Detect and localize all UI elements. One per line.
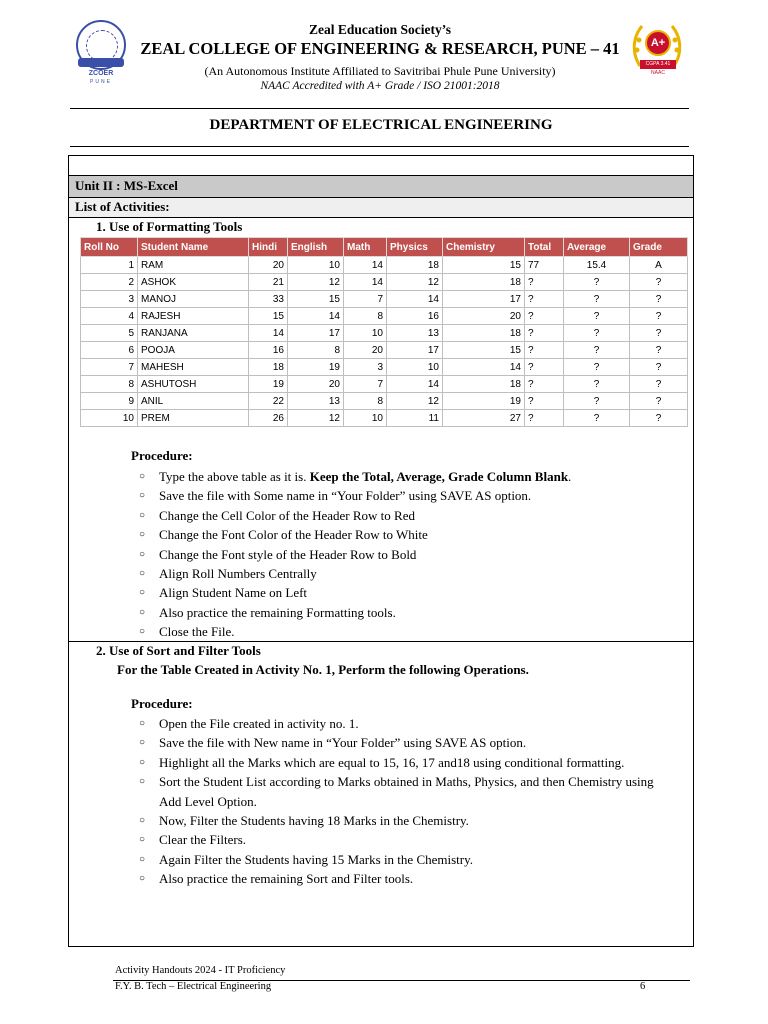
table-cell: 14 bbox=[344, 274, 387, 291]
table-cell: ? bbox=[564, 274, 630, 291]
list-item bbox=[139, 467, 571, 486]
step-text: Highlight all the Marks which are equal to 15, 16, 17 and18 using conditional formatting. bbox=[159, 754, 625, 770]
list-item bbox=[139, 772, 654, 811]
table-cell: ASHUTOSH bbox=[138, 376, 249, 393]
table-cell: ? bbox=[630, 291, 688, 308]
column-header: English bbox=[288, 238, 344, 257]
table-cell: 8 bbox=[344, 308, 387, 325]
table-cell: 8 bbox=[81, 376, 138, 393]
table-row bbox=[81, 274, 688, 291]
activity-2-subheading: For the Table Created in Activity No. 1, Perform the following Operations. bbox=[117, 662, 529, 677]
list-item bbox=[139, 733, 654, 752]
table-cell: 13 bbox=[387, 325, 443, 342]
college-name: ZEAL COLLEGE OF ENGINEERING & RESEARCH, PUNE – 41 bbox=[140, 39, 620, 58]
table-row bbox=[81, 410, 688, 427]
table-cell: 15 bbox=[443, 342, 525, 359]
step-text: Change the Cell Color of the Header Row to Red bbox=[159, 507, 415, 523]
table-cell: ? bbox=[630, 325, 688, 342]
column-header: Math bbox=[344, 238, 387, 257]
table-cell: ? bbox=[525, 342, 564, 359]
table-cell: 19 bbox=[249, 376, 288, 393]
column-header: Average bbox=[564, 238, 630, 257]
procedure-1-title: Procedure: bbox=[131, 448, 193, 463]
naac-grade-ribbon: CGPA 3.41 bbox=[640, 60, 676, 69]
table-cell: 7 bbox=[344, 376, 387, 393]
table-cell: 15 bbox=[443, 257, 525, 274]
table-cell: 5 bbox=[81, 325, 138, 342]
table-cell: ASHOK bbox=[138, 274, 249, 291]
bullet-icon: ○ bbox=[139, 834, 146, 846]
list-item bbox=[139, 525, 531, 544]
table-row bbox=[81, 393, 688, 410]
accreditation-line: NAAC Accredited with A+ Grade / ISO 21001:2018 bbox=[260, 80, 500, 92]
table-cell: 13 bbox=[288, 393, 344, 410]
table-cell: 12 bbox=[387, 274, 443, 291]
step-continuation: Add Level Option. bbox=[159, 793, 257, 809]
column-header: Grade bbox=[630, 238, 688, 257]
table-cell: ? bbox=[630, 410, 688, 427]
bullet-icon: ○ bbox=[139, 587, 146, 599]
bullet-icon: ○ bbox=[139, 471, 146, 482]
table-cell: 16 bbox=[249, 342, 288, 359]
table-cell: ? bbox=[564, 291, 630, 308]
table-row bbox=[81, 376, 688, 393]
table-cell: 27 bbox=[443, 410, 525, 427]
row-divider bbox=[68, 175, 694, 176]
table-cell: 15 bbox=[249, 308, 288, 325]
table-cell: ? bbox=[630, 393, 688, 410]
column-header: Student Name bbox=[138, 238, 249, 257]
procedure-1-list bbox=[139, 467, 571, 486]
list-item bbox=[139, 714, 654, 733]
bullet-icon: ○ bbox=[139, 815, 146, 827]
table-cell: 33 bbox=[249, 291, 288, 308]
step-emphasis: Keep the Total, Average, Grade Column Blank bbox=[309, 469, 569, 484]
table-cell: ? bbox=[630, 274, 688, 291]
step-text: Sort the Student List according to Marks obtained in Maths, Physics, and then Chemistry using bbox=[159, 774, 654, 790]
table-cell: 11 bbox=[387, 410, 443, 427]
step-text: Also practice the remaining Formatting tools. bbox=[159, 604, 396, 620]
table-cell: MANOJ bbox=[138, 291, 249, 308]
table-cell: ? bbox=[564, 376, 630, 393]
table-row bbox=[81, 325, 688, 342]
table-cell: 10 bbox=[387, 359, 443, 376]
table-cell: ? bbox=[564, 308, 630, 325]
step-text: Now, Filter the Students having 18 Marks in the Chemistry. bbox=[159, 813, 469, 829]
affiliation-line: (An Autonomous Institute Affiliated to Savitribai Phule Pune University) bbox=[204, 64, 556, 78]
bullet-icon: ○ bbox=[139, 853, 146, 865]
step-text: Type the above table as it is. bbox=[159, 469, 310, 484]
table-cell: 3 bbox=[81, 291, 138, 308]
bullet-icon: ○ bbox=[139, 606, 146, 618]
student-marks-table bbox=[80, 237, 688, 427]
step-text: Clear the Filters. bbox=[159, 832, 247, 848]
table-row bbox=[81, 359, 688, 376]
table-cell: 14 bbox=[387, 291, 443, 308]
table-cell: ? bbox=[630, 359, 688, 376]
department-title: DEPARTMENT OF ELECTRICAL ENGINEERING bbox=[209, 117, 553, 133]
list-item bbox=[139, 545, 531, 564]
table-cell: 14 bbox=[288, 308, 344, 325]
table-cell: 17 bbox=[387, 342, 443, 359]
bullet-icon: ○ bbox=[139, 718, 146, 729]
table-cell: 20 bbox=[344, 342, 387, 359]
table-cell: 10 bbox=[344, 410, 387, 427]
table-cell: ? bbox=[564, 359, 630, 376]
activity-2-heading: 2. Use of Sort and Filter Tools bbox=[96, 643, 261, 658]
college-logo-subtext: PUNE bbox=[90, 79, 112, 85]
table-cell: ? bbox=[630, 376, 688, 393]
table-cell: 7 bbox=[81, 359, 138, 376]
procedure-2-title: Procedure: bbox=[131, 696, 193, 711]
table-cell: 18 bbox=[387, 257, 443, 274]
table-cell: 7 bbox=[344, 291, 387, 308]
step-text: Save the file with Some name in “Your Folder” using SAVE AS option. bbox=[159, 488, 532, 504]
table-cell: 18 bbox=[443, 325, 525, 342]
table-row bbox=[81, 342, 688, 359]
footer-line-2: F.Y. B. Tech – Electrical Engineering bbox=[115, 981, 272, 992]
bullet-icon: ○ bbox=[139, 548, 146, 560]
step-text: Close the File. bbox=[159, 624, 235, 640]
activity-1-heading: 1. Use of Formatting Tools bbox=[96, 219, 243, 234]
table-cell: 21 bbox=[249, 274, 288, 291]
list-item bbox=[139, 850, 654, 869]
bullet-icon: ○ bbox=[139, 873, 146, 885]
list-item bbox=[139, 583, 531, 602]
table-cell: 6 bbox=[81, 342, 138, 359]
table-cell: ? bbox=[630, 308, 688, 325]
column-header: Roll No bbox=[81, 238, 138, 257]
table-cell: ? bbox=[564, 410, 630, 427]
procedure-1-steps bbox=[139, 486, 531, 641]
bullet-icon: ○ bbox=[139, 568, 146, 580]
table-cell: 20 bbox=[288, 376, 344, 393]
table-cell: ? bbox=[525, 274, 564, 291]
table-cell: 14 bbox=[344, 257, 387, 274]
table-row bbox=[81, 308, 688, 325]
table-cell: ? bbox=[525, 376, 564, 393]
row-divider bbox=[68, 217, 694, 218]
step-text: Open the File created in activity no. 1. bbox=[159, 716, 359, 731]
step-text: Align Student Name on Left bbox=[159, 585, 308, 601]
header-divider bbox=[70, 108, 689, 109]
table-cell: 19 bbox=[443, 393, 525, 410]
column-header: Physics bbox=[387, 238, 443, 257]
table-cell: 8 bbox=[344, 393, 387, 410]
step-text: Also practice the remaining Sort and Filter tools. bbox=[159, 871, 414, 887]
row-divider bbox=[68, 197, 694, 198]
bullet-icon: ○ bbox=[139, 490, 146, 502]
table-cell: 12 bbox=[288, 410, 344, 427]
table-cell: 12 bbox=[387, 393, 443, 410]
bullet-icon: ○ bbox=[139, 756, 146, 768]
table-cell: A bbox=[630, 257, 688, 274]
table-cell: 2 bbox=[81, 274, 138, 291]
list-title: List of Activities: bbox=[75, 199, 170, 214]
table-cell: 3 bbox=[344, 359, 387, 376]
step-text: Save the file with New name in “Your Folder” using SAVE AS option. bbox=[159, 735, 527, 751]
table-cell: 16 bbox=[387, 308, 443, 325]
table-cell: MAHESH bbox=[138, 359, 249, 376]
list-item bbox=[139, 603, 531, 622]
table-cell: 20 bbox=[443, 308, 525, 325]
table-cell: ? bbox=[525, 359, 564, 376]
table-cell: POOJA bbox=[138, 342, 249, 359]
unit-title: Unit II : MS-Excel bbox=[75, 178, 178, 193]
table-cell: 10 bbox=[81, 410, 138, 427]
table-cell: 10 bbox=[288, 257, 344, 274]
society-name: Zeal Education Society’s bbox=[308, 22, 451, 37]
naac-logo-text: NAAC bbox=[651, 70, 665, 76]
table-cell: RAM bbox=[138, 257, 249, 274]
bullet-icon: ○ bbox=[139, 737, 146, 749]
table-cell: 15 bbox=[288, 291, 344, 308]
list-item bbox=[139, 506, 531, 525]
step-text: Again Filter the Students having 15 Marks in the Chemistry. bbox=[159, 851, 474, 867]
table-cell: 14 bbox=[443, 359, 525, 376]
table-cell: RAJESH bbox=[138, 308, 249, 325]
table-cell: ? bbox=[564, 393, 630, 410]
table-cell: ? bbox=[525, 410, 564, 427]
column-header: Total bbox=[525, 238, 564, 257]
table-cell: 26 bbox=[249, 410, 288, 427]
list-item bbox=[139, 830, 654, 849]
table-cell: 22 bbox=[249, 393, 288, 410]
step-text: Align Roll Numbers Centrally bbox=[159, 566, 317, 582]
table-cell: ? bbox=[525, 325, 564, 342]
table-row bbox=[81, 291, 688, 308]
table-cell: ANIL bbox=[138, 393, 249, 410]
table-cell: 18 bbox=[249, 359, 288, 376]
table-cell: 15.4 bbox=[564, 257, 630, 274]
procedure-2-list bbox=[139, 714, 654, 889]
table-cell: ? bbox=[525, 291, 564, 308]
table-cell: 77 bbox=[525, 257, 564, 274]
table-cell: 17 bbox=[443, 291, 525, 308]
column-header: Chemistry bbox=[443, 238, 525, 257]
column-header: Hindi bbox=[249, 238, 288, 257]
step-text: Change the Font Color of the Header Row to White bbox=[159, 527, 428, 543]
table-cell: 14 bbox=[387, 376, 443, 393]
table-header-row bbox=[81, 238, 688, 257]
list-item bbox=[139, 622, 531, 641]
list-item bbox=[139, 564, 531, 583]
table-cell: ? bbox=[630, 342, 688, 359]
table-row bbox=[81, 257, 688, 274]
list-item bbox=[139, 869, 654, 888]
table-cell: ? bbox=[525, 393, 564, 410]
list-item bbox=[139, 753, 654, 772]
step-end: . bbox=[568, 469, 572, 484]
table-cell: ? bbox=[564, 325, 630, 342]
table-cell: 10 bbox=[344, 325, 387, 342]
naac-grade-badge: A+ bbox=[645, 30, 671, 56]
table-cell: 18 bbox=[443, 376, 525, 393]
page-number: 6 bbox=[640, 981, 646, 992]
table-cell: 19 bbox=[288, 359, 344, 376]
table-cell: 12 bbox=[288, 274, 344, 291]
table-cell: 18 bbox=[443, 274, 525, 291]
table-cell: ? bbox=[525, 308, 564, 325]
footer-line-1: Activity Handouts 2024 - IT Proficiency bbox=[115, 965, 286, 976]
bullet-icon: ○ bbox=[139, 529, 146, 541]
table-cell: PREM bbox=[138, 410, 249, 427]
table-cell: 1 bbox=[81, 257, 138, 274]
table-cell: 20 bbox=[249, 257, 288, 274]
table-cell: 4 bbox=[81, 308, 138, 325]
list-item bbox=[139, 811, 654, 830]
college-logo-text: ZCOER bbox=[88, 70, 114, 77]
table-cell: 8 bbox=[288, 342, 344, 359]
table-cell: RANJANA bbox=[138, 325, 249, 342]
step-text: Change the Font style of the Header Row to Bold bbox=[159, 546, 417, 562]
list-item bbox=[139, 486, 531, 505]
table-cell: 14 bbox=[249, 325, 288, 342]
bullet-icon: ○ bbox=[139, 626, 146, 638]
table-cell: 9 bbox=[81, 393, 138, 410]
table-cell: ? bbox=[564, 342, 630, 359]
bullet-icon: ○ bbox=[139, 776, 146, 788]
college-logo-ribbon bbox=[78, 58, 124, 67]
department-divider bbox=[70, 146, 689, 147]
table-cell: 17 bbox=[288, 325, 344, 342]
bullet-icon: ○ bbox=[139, 509, 146, 521]
